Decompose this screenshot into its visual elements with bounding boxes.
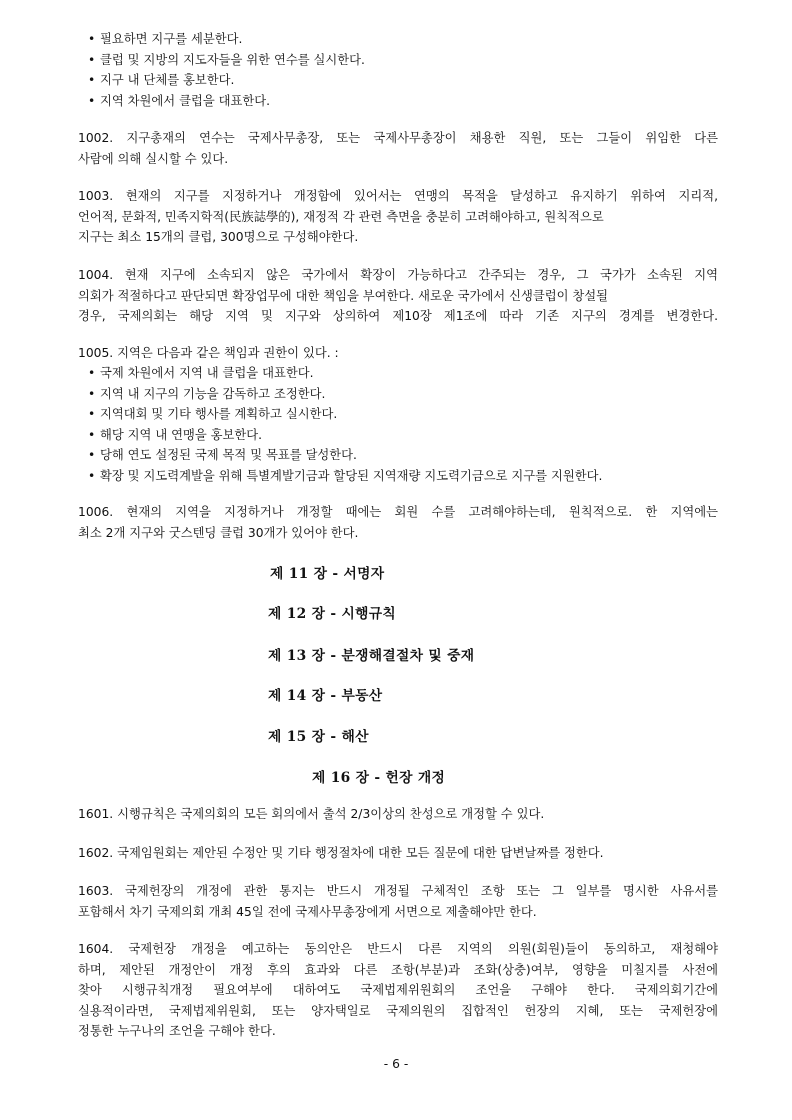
chapter-heading: 제 15 장 - 해산 [268,729,369,745]
paragraph-line: 1601. 시행규칙은 국제의회의 모든 회의에서 출석 2/3이상의 찬성으로 개정할 수 있다. [78,807,545,821]
chapter-heading: 제 14 장 - 부동산 [268,688,383,704]
paragraph-line: 경우, 국제의회는 해당 지역 및 지구와 상의하여 제10장 제1조에 따라 기존 지구의 경계를 변경한다. [78,309,718,323]
paragraph-line: 실용적이라면, 국제법제위원회, 또는 양자택일로 국제의원의 집합적인 헌장의 지혜, 또는 국제헌장에 [78,1003,718,1018]
chapter-heading: 제 13 장 - 분쟁해결절차 및 중재 [268,648,475,664]
chapter-heading: 제 12 장 - 시행규칙 [268,606,397,622]
list-item: • 당해 연도 설정된 국제 목적 및 목표를 달성한다. [88,445,728,466]
region-duties-list [88,363,728,486]
list-item: • 지구 내 단체를 홍보한다. [88,70,728,91]
paragraph-1604 [78,939,718,1042]
list-item: • 지역대회 및 기타 행사를 계획하고 실시한다. [88,404,728,425]
list-item: • 확장 및 지도력계발을 위해 특별계발기금과 할당된 지역재량 지도력기금으로 지구를 지원한다. [88,466,728,487]
paragraph-line: 지구는 최소 15개의 클럽, 300명으로 구성해야한다. [78,230,359,244]
paragraph-1601 [78,804,718,825]
chapter-heading: 제 11 장 - 서명자 [270,566,385,582]
paragraph-line: 1002. 지구총재의 연수는 국제사무총장, 또는 국제사무총장이 채용한 직원, 또는 그들이 위임한 다른 [78,131,718,145]
paragraph-1005-intro [78,343,718,364]
paragraph-line: 1003. 현재의 지구를 지정하거나 개정함에 있어서는 연맹의 목적을 달성하고 유지하기 위하여 지리적, [78,189,718,203]
paragraph-1602 [78,843,718,864]
paragraph-1002 [78,128,718,169]
paragraph-line: 정통한 누구나의 조언을 구해야 한다. [78,1024,276,1038]
list-item: • 필요하면 지구를 세분한다. [88,29,728,50]
chapter-heading: 제 16 장 - 헌장 개정 [312,770,446,786]
paragraph-line: 포함해서 차기 국제의회 개최 45일 전에 국제사무총장에게 서면으로 제출해야만 한다. [78,904,537,919]
list-item: • 국제 차원에서 지역 내 클럽을 대표한다. [88,363,728,384]
page-number: - 6 - [383,1057,409,1071]
paragraph-1006 [78,502,718,543]
paragraph-line: 1004. 현재 지구에 소속되지 않은 국가에서 확장이 가능하다고 간주되는 경우, 그 국가가 소속된 지역 [78,268,718,282]
paragraph-1603 [78,881,718,922]
paragraph-line: 언어적, 문화적, 민족지학적(民族誌學的), 재정적 각 관련 측면을 충분히 고려해야하고, 원칙적으로 [78,209,604,224]
paragraph-line: 1006. 현재의 지역을 지정하거나 개정할 때에는 회원 수를 고려해야하는데, 원칙적으로. 한 지역에는 [78,505,718,519]
list-item: • 클럽 및 지방의 지도자들을 위한 연수를 실시한다. [88,50,728,71]
paragraph-line: 의회가 적절하다고 판단되면 확장업무에 대한 책임을 부여한다. 새로운 국가에서 신생클럽이 창설될 [78,288,609,303]
paragraph-line: 하며, 제안된 개정안이 개정 후의 효과와 다른 조항(부분)과 조화(상충)여부, 영향을 미칠지를 사전에 [78,962,718,977]
list-item: • 지역 내 지구의 기능을 감독하고 조정한다. [88,384,728,405]
paragraph-1004 [78,265,718,327]
district-duties-list [88,29,728,111]
paragraph-line: 사람에 의해 실시할 수 있다. [78,151,229,166]
paragraph-line: 1005. 지역은 다음과 같은 책임과 권한이 있다. : [78,346,339,360]
paragraph-line: 1604. 국제헌장 개정을 예고하는 동의안은 반드시 다른 지역의 의원(회원)들이 동의하고, 재청해야 [78,942,718,956]
list-item: • 지역 차원에서 클럽을 대표한다. [88,91,728,112]
paragraph-line: 1603. 국제헌장의 개정에 관한 통지는 반드시 개정될 구체적인 조항 또는 그 일부를 명시한 사유서를 [78,884,718,898]
paragraph-1003 [78,186,718,248]
paragraph-line: 최소 2개 지구와 굿스텐딩 클럽 30개가 있어야 한다. [78,525,359,540]
list-item: • 해당 지역 내 연맹을 홍보한다. [88,425,728,446]
paragraph-line: 1602. 국제임원회는 제안된 수정안 및 기타 행정절차에 대한 모든 질문에 대한 답변날짜를 정한다. [78,846,604,860]
paragraph-line: 찾아 시행규칙개정 필요여부에 대하여도 국제법제위원회의 조언을 구해야 한다. 국제의회기간에 [78,983,718,997]
